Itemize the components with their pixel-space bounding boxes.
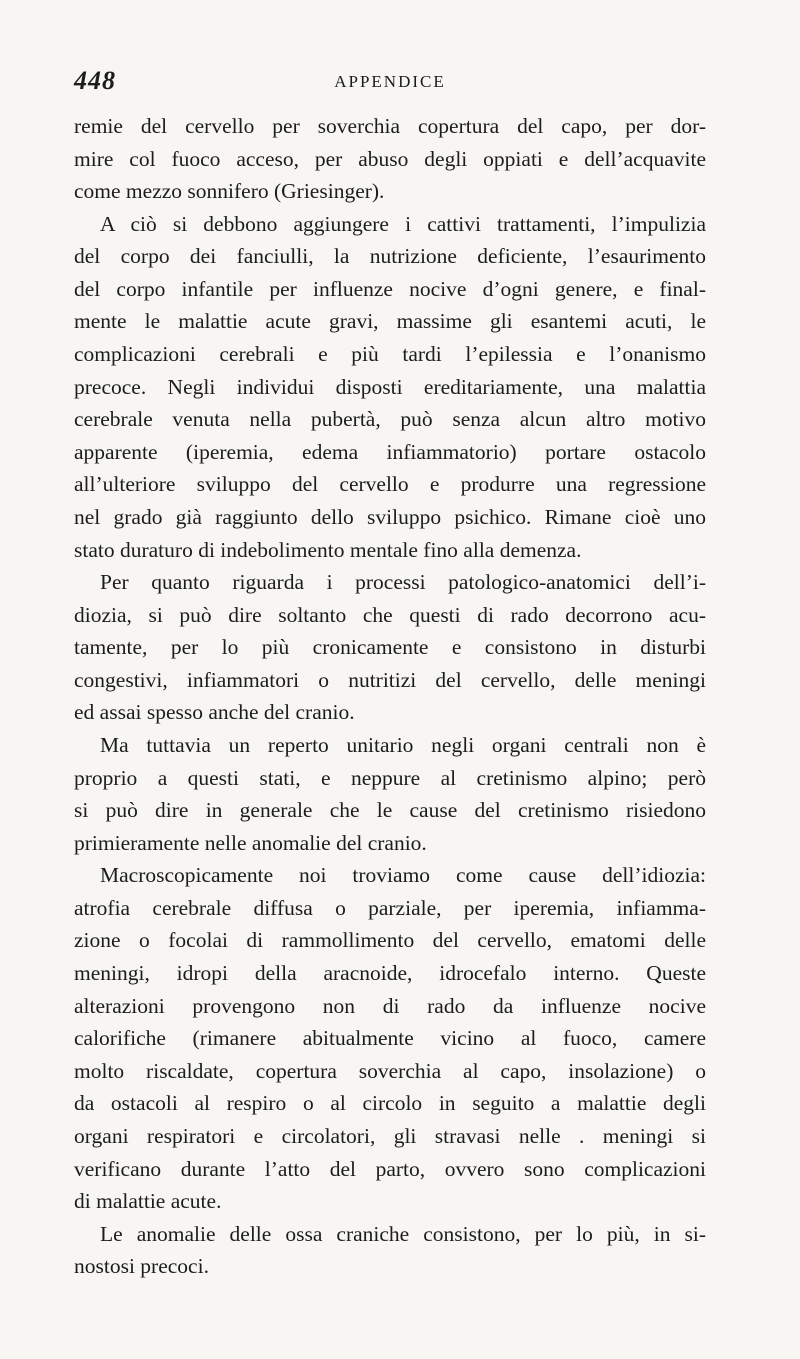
- text-line: organi respiratori e circolatori, gli stravasi nelle . meningi si: [74, 1123, 706, 1148]
- text-line: mire col fuoco acceso, per abuso degli oppiati e dell’acquavite: [74, 146, 706, 171]
- text-line: apparente (iperemia, edema infiammatorio) portare ostacolo: [74, 439, 706, 464]
- text-line: atrofia cerebrale diffusa o parziale, per iperemia, infiamma-: [74, 895, 706, 920]
- text-line: zione o focolai di rammollimento del cervello, ematomi delle: [74, 928, 706, 953]
- text-line: del corpo dei fanciulli, la nutrizione deficiente, l’esaurimento: [74, 244, 706, 269]
- text-line: di malattie acute.: [74, 1189, 222, 1214]
- text-line: come mezzo sonnifero (Griesinger).: [74, 179, 385, 204]
- text-line: stato duraturo di indebolimento mentale fino alla demenza.: [74, 537, 582, 562]
- text-line: ed assai spesso anche del cranio.: [74, 700, 355, 725]
- text-line: Per quanto riguarda i processi patologico-anatomici dell’i-: [100, 570, 706, 595]
- text-line: mente le malattie acute gravi, massime gli esantemi acuti, le: [74, 309, 706, 334]
- page-number: 448: [74, 66, 116, 95]
- text-line: primieramente nelle anomalie del cranio.: [74, 830, 427, 855]
- text-line: A ciò si debbono aggiungere i cattivi trattamenti, l’impulizia: [100, 211, 706, 236]
- text-line: cerebrale venuta nella pubertà, può senza alcun altro motivo: [74, 407, 706, 432]
- text-line: nel grado già raggiunto dello sviluppo psichico. Rimane cioè uno: [74, 504, 706, 529]
- text-line: all’ulteriore sviluppo del cervello e produrre una regressione: [74, 472, 706, 497]
- text-line: Ma tuttavia un reperto unitario negli organi centrali non è: [100, 732, 706, 757]
- text-line: proprio a questi stati, e neppure al cretinismo alpino; però: [74, 765, 706, 790]
- text-line: remie del cervello per soverchia copertura del capo, per dor-: [74, 114, 706, 138]
- text-line: calorifiche (rimanere abitualmente vicino al fuoco, camere: [74, 1026, 706, 1051]
- text-line: complicazioni cerebrali e più tardi l’epilessia e l’onanismo: [74, 342, 706, 367]
- text-line: tamente, per lo più cronicamente e consistono in disturbi: [74, 635, 706, 660]
- running-head: APPENDICE: [334, 72, 446, 91]
- text-line: del corpo infantile per influenze nocive d’ogni genere, e final-: [74, 276, 706, 301]
- page-header: [74, 66, 706, 96]
- body-text: [74, 110, 706, 1283]
- text-line: si può dire in generale che le cause del cretinismo risiedono: [74, 798, 706, 823]
- text-line: Le anomalie delle ossa craniche consistono, per lo più, in si-: [100, 1221, 706, 1246]
- text-line: precoce. Negli individui disposti ereditariamente, una malattia: [74, 374, 706, 399]
- text-line: alterazioni provengono non di rado da influenze nocive: [74, 993, 706, 1018]
- text-line: congestivi, infiammatori o nutritizi del cervello, delle meningi: [74, 667, 706, 692]
- text-line: diozia, si può dire soltanto che questi di rado decorrono acu-: [74, 602, 706, 627]
- text-line: verificano durante l’atto del parto, ovvero sono complicazioni: [74, 1156, 706, 1181]
- text-line: molto riscaldate, copertura soverchia al capo, insolazione) o: [74, 1058, 706, 1083]
- text-line: Macroscopicamente noi troviamo come cause dell’idiozia:: [100, 863, 706, 888]
- text-line: nostosi precoci.: [74, 1254, 209, 1279]
- text-line: meningi, idropi della aracnoide, idrocefalo interno. Queste: [74, 961, 706, 986]
- text-line: da ostacoli al respiro o al circolo in seguito a malattie degli: [74, 1091, 706, 1116]
